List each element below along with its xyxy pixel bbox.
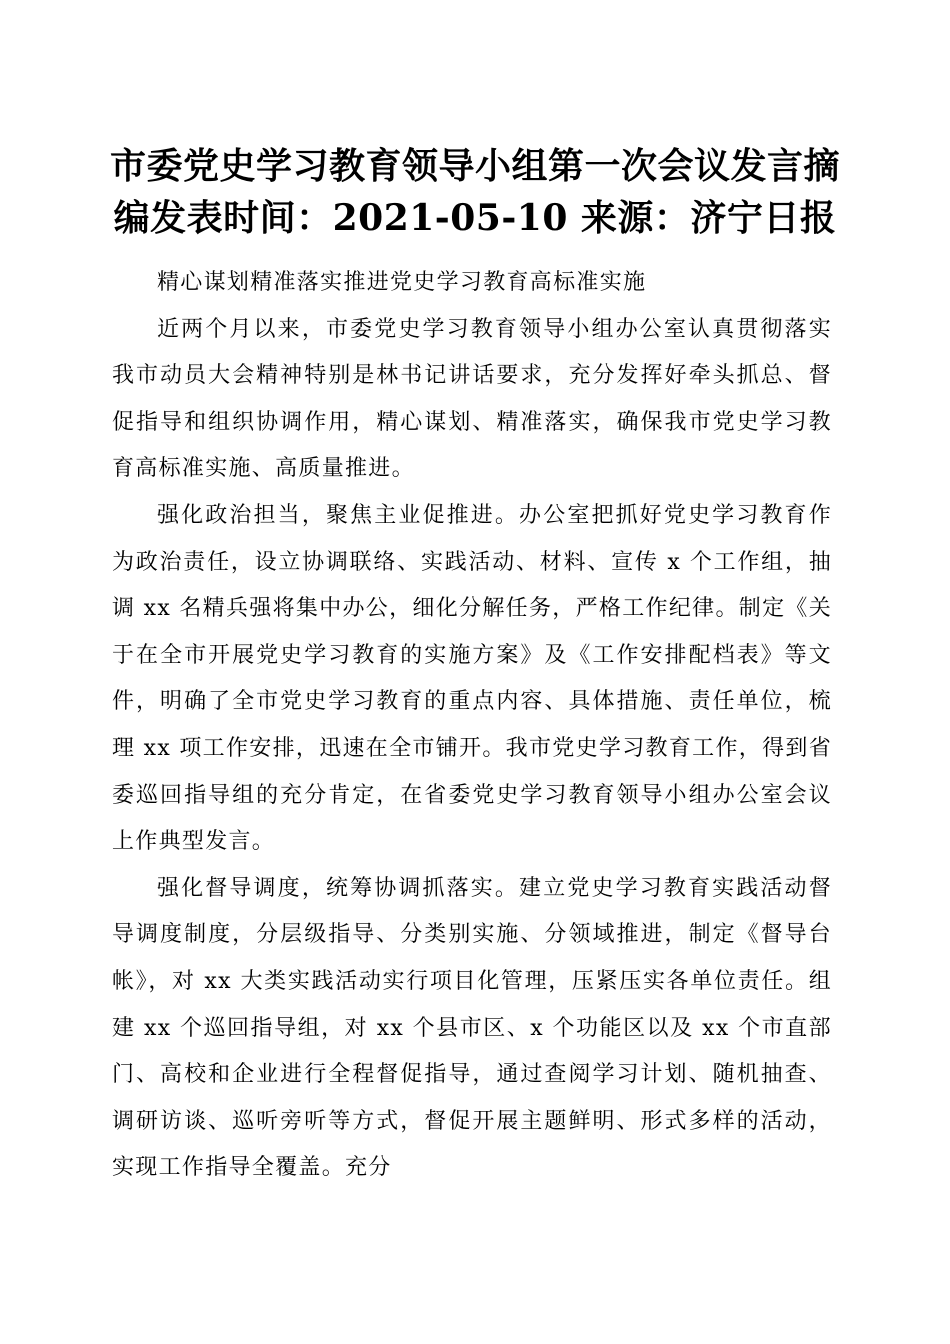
paragraph: 强化政治担当，聚焦主业促推进。办公室把抓好党史学习教育作为政治责任，设立协调联络、实践活动、材料、宣传 x 个工作组，抽调 xx 名精兵强将集中办公，细化分解任务，严格工作纪律。制定《关于在全市开展党史学习教育的实施方案》及《工作安排配档表》等文件，明确了全市党史学习教育的重点内容、具体措施、责任单位，梳理 xx 项工作安排，迅速在全市铺开。我市党史学习教育工作，得到省委巡回指导组的充分肯定，在省委党史学习教育领导小组办公室会议上作典型发言。	[112, 502, 832, 855]
title-line-2: 编发表时间：2021-05-10 来源：济宁日报	[113, 197, 837, 239]
section-heading: 精心谋划精准落实推进党史学习教育高标准实施	[157, 270, 647, 295]
paragraph: 近两个月以来，市委党史学习教育领导小组办公室认真贯彻落实我市动员大会精神特别是林书记讲话要求，充分发挥好牵头抓总、督促指导和组织协调作用，精心谋划、精准落实，确保我市党史学习教育高标准实施、高质量推进。	[112, 316, 832, 482]
paragraph: 强化督导调度，统筹协调抓落实。建立党史学习教育实践活动督导调度制度，分层级指导、分类别实施、分领域推进，制定《督导台帐》，对 xx 大类实践活动实行项目化管理，压紧压实各单位责任。组建 xx 个巡回指导组，对 xx 个县市区、x 个功能区以及 xx 个市直部门、高校和企业进行全程督促指导，通过查阅学习计划、随机抽查、调研访谈、巡听旁听等方式，督促开展主题鲜明、形式多样的活动，实现工作指导全覆盖。充分	[112, 875, 832, 1181]
title-line-1: 市委党史学习教育领导小组第一次会议发言摘	[109, 145, 840, 187]
document-title	[100, 140, 850, 244]
document-body	[112, 260, 832, 1192]
